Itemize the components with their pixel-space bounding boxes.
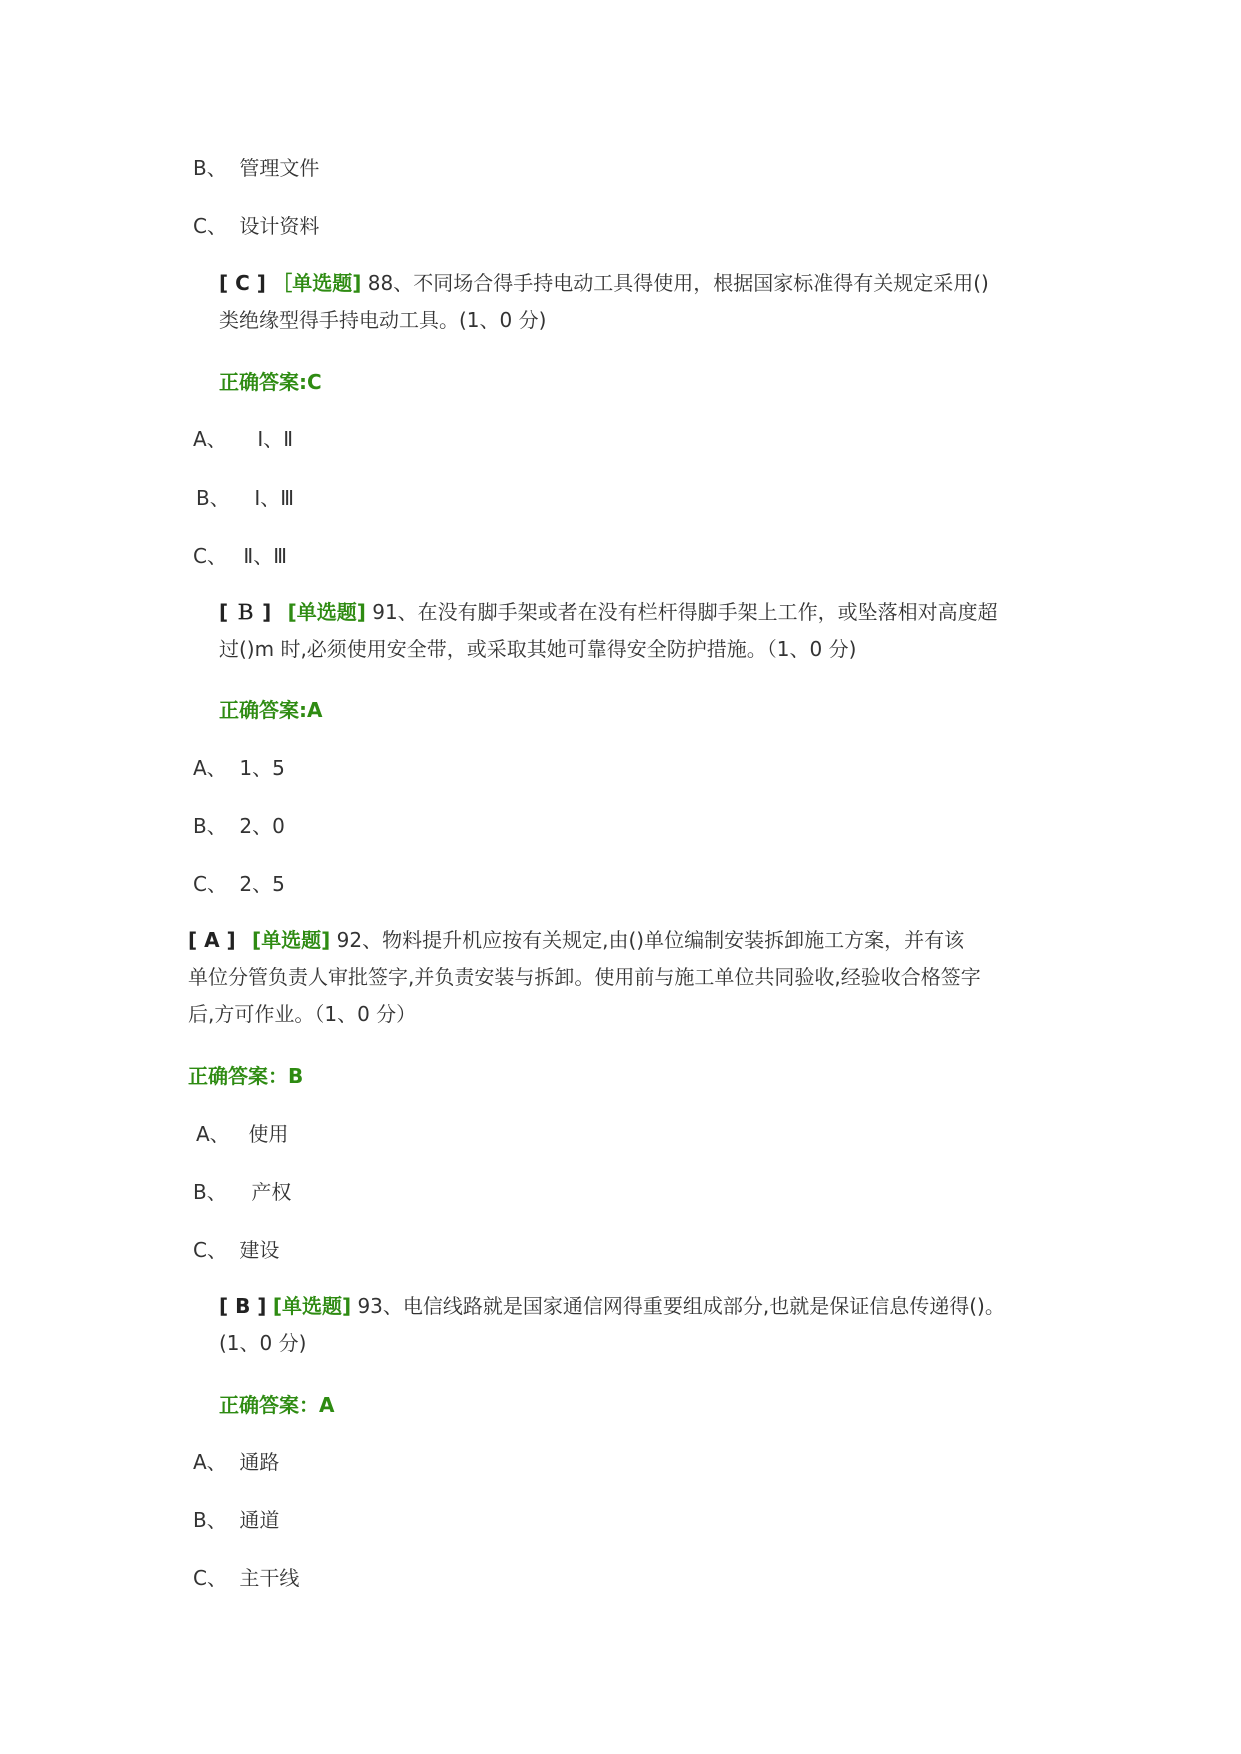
option-text: 建设 — [239, 1238, 280, 1262]
option-text: 主干线 — [239, 1566, 300, 1590]
option-text: 通路 — [239, 1450, 280, 1474]
option-label: C、 — [193, 1238, 227, 1262]
option-label: A、 — [193, 756, 227, 780]
correct-answer: 正确答案：B — [188, 1064, 304, 1088]
option-text: 2、5 — [239, 872, 285, 896]
question-line-2: 单位分管负责人审批签字,并负责安装与拆卸。使用前与施工单位共同验收,经验收合格签字 — [188, 965, 981, 989]
option-b — [193, 1506, 279, 1534]
question-type: [单选题] — [272, 1294, 352, 1318]
option-text: 产权 — [251, 1180, 292, 1204]
question-text: 93、电信线路就是国家通信网得重要组成部分,也就是保证信息传递得()。 — [351, 1294, 1005, 1318]
option-text: 管理文件 — [239, 156, 320, 180]
option-a — [193, 754, 285, 782]
option-text: 1、5 — [239, 756, 285, 780]
question-line-2: (1、0 分) — [219, 1331, 307, 1355]
question-93 — [219, 1288, 1119, 1362]
option-text: Ⅰ、Ⅲ — [254, 486, 295, 510]
correct-answer: 正确答案:C — [219, 370, 322, 394]
option-label: A、 — [193, 1450, 227, 1474]
option-label: B、 — [193, 1508, 227, 1532]
option-a — [193, 1448, 279, 1476]
question-88 — [219, 265, 1099, 339]
option-label: A、 — [193, 427, 227, 451]
option-text: Ⅱ、Ⅲ — [243, 544, 287, 568]
option-label: C、 — [193, 214, 227, 238]
question-line-2: 类绝缘型得手持电动工具。(1、0 分) — [219, 308, 547, 332]
option-text: 通道 — [239, 1508, 280, 1532]
option-text: 2、0 — [239, 814, 285, 838]
option-label: B、 — [193, 814, 227, 838]
option-b — [193, 1178, 291, 1206]
option-label: C、 — [193, 1566, 227, 1590]
question-result: [ A ] — [188, 928, 236, 952]
correct-answer: 正确答案：A — [219, 1393, 335, 1417]
option-c — [193, 1564, 299, 1592]
option-text: 设计资料 — [239, 214, 320, 238]
option-label: C、 — [193, 872, 227, 896]
question-line-1 — [219, 594, 1099, 631]
option-label: C、 — [193, 544, 227, 568]
option-c — [193, 212, 319, 240]
question-type: [单选题] — [287, 600, 366, 624]
question-91 — [219, 594, 1099, 668]
option-b — [193, 812, 285, 840]
question-text: 88、不同场合得手持电动工具得使用，根据国家标准得有关规定采用() — [361, 271, 989, 295]
option-b — [193, 154, 319, 182]
question-result: [ B ] — [219, 1294, 267, 1318]
question-type: [单选题] — [252, 928, 331, 952]
option-a — [193, 425, 293, 453]
option-label: A、 — [196, 1122, 230, 1146]
option-c — [193, 1236, 279, 1264]
option-c — [193, 542, 287, 570]
question-line-2: 过()m 时,必须使用安全带，或采取其她可靠得安全防护措施。（1、0 分) — [219, 637, 857, 661]
option-label: B、 — [196, 486, 230, 510]
correct-answer: 正确答案:A — [219, 698, 323, 722]
question-result: [ Ｂ ] — [219, 600, 272, 624]
option-c — [193, 870, 285, 898]
question-line-1 — [188, 922, 1088, 959]
option-label: B、 — [193, 156, 227, 180]
question-type: ［单选题] — [272, 271, 362, 295]
question-line-1 — [219, 1288, 1119, 1325]
question-line-3: 后,方可作业。（1、0 分） — [188, 1002, 417, 1026]
option-a — [196, 1120, 288, 1148]
question-text: 92、物料提升机应按有关规定,由()单位编制安装拆卸施工方案，并有该 — [330, 928, 965, 952]
option-label: B、 — [193, 1180, 227, 1204]
option-text: Ⅰ、Ⅱ — [257, 427, 294, 451]
question-text: 91、在没有脚手架或者在没有栏杆得脚手架上工作，或坠落相对高度超 — [365, 600, 998, 624]
option-b — [196, 484, 294, 512]
question-result: [ C ] — [219, 271, 266, 295]
question-line-1 — [219, 265, 1099, 302]
option-text: 使用 — [248, 1122, 289, 1146]
question-92 — [188, 922, 1088, 1033]
